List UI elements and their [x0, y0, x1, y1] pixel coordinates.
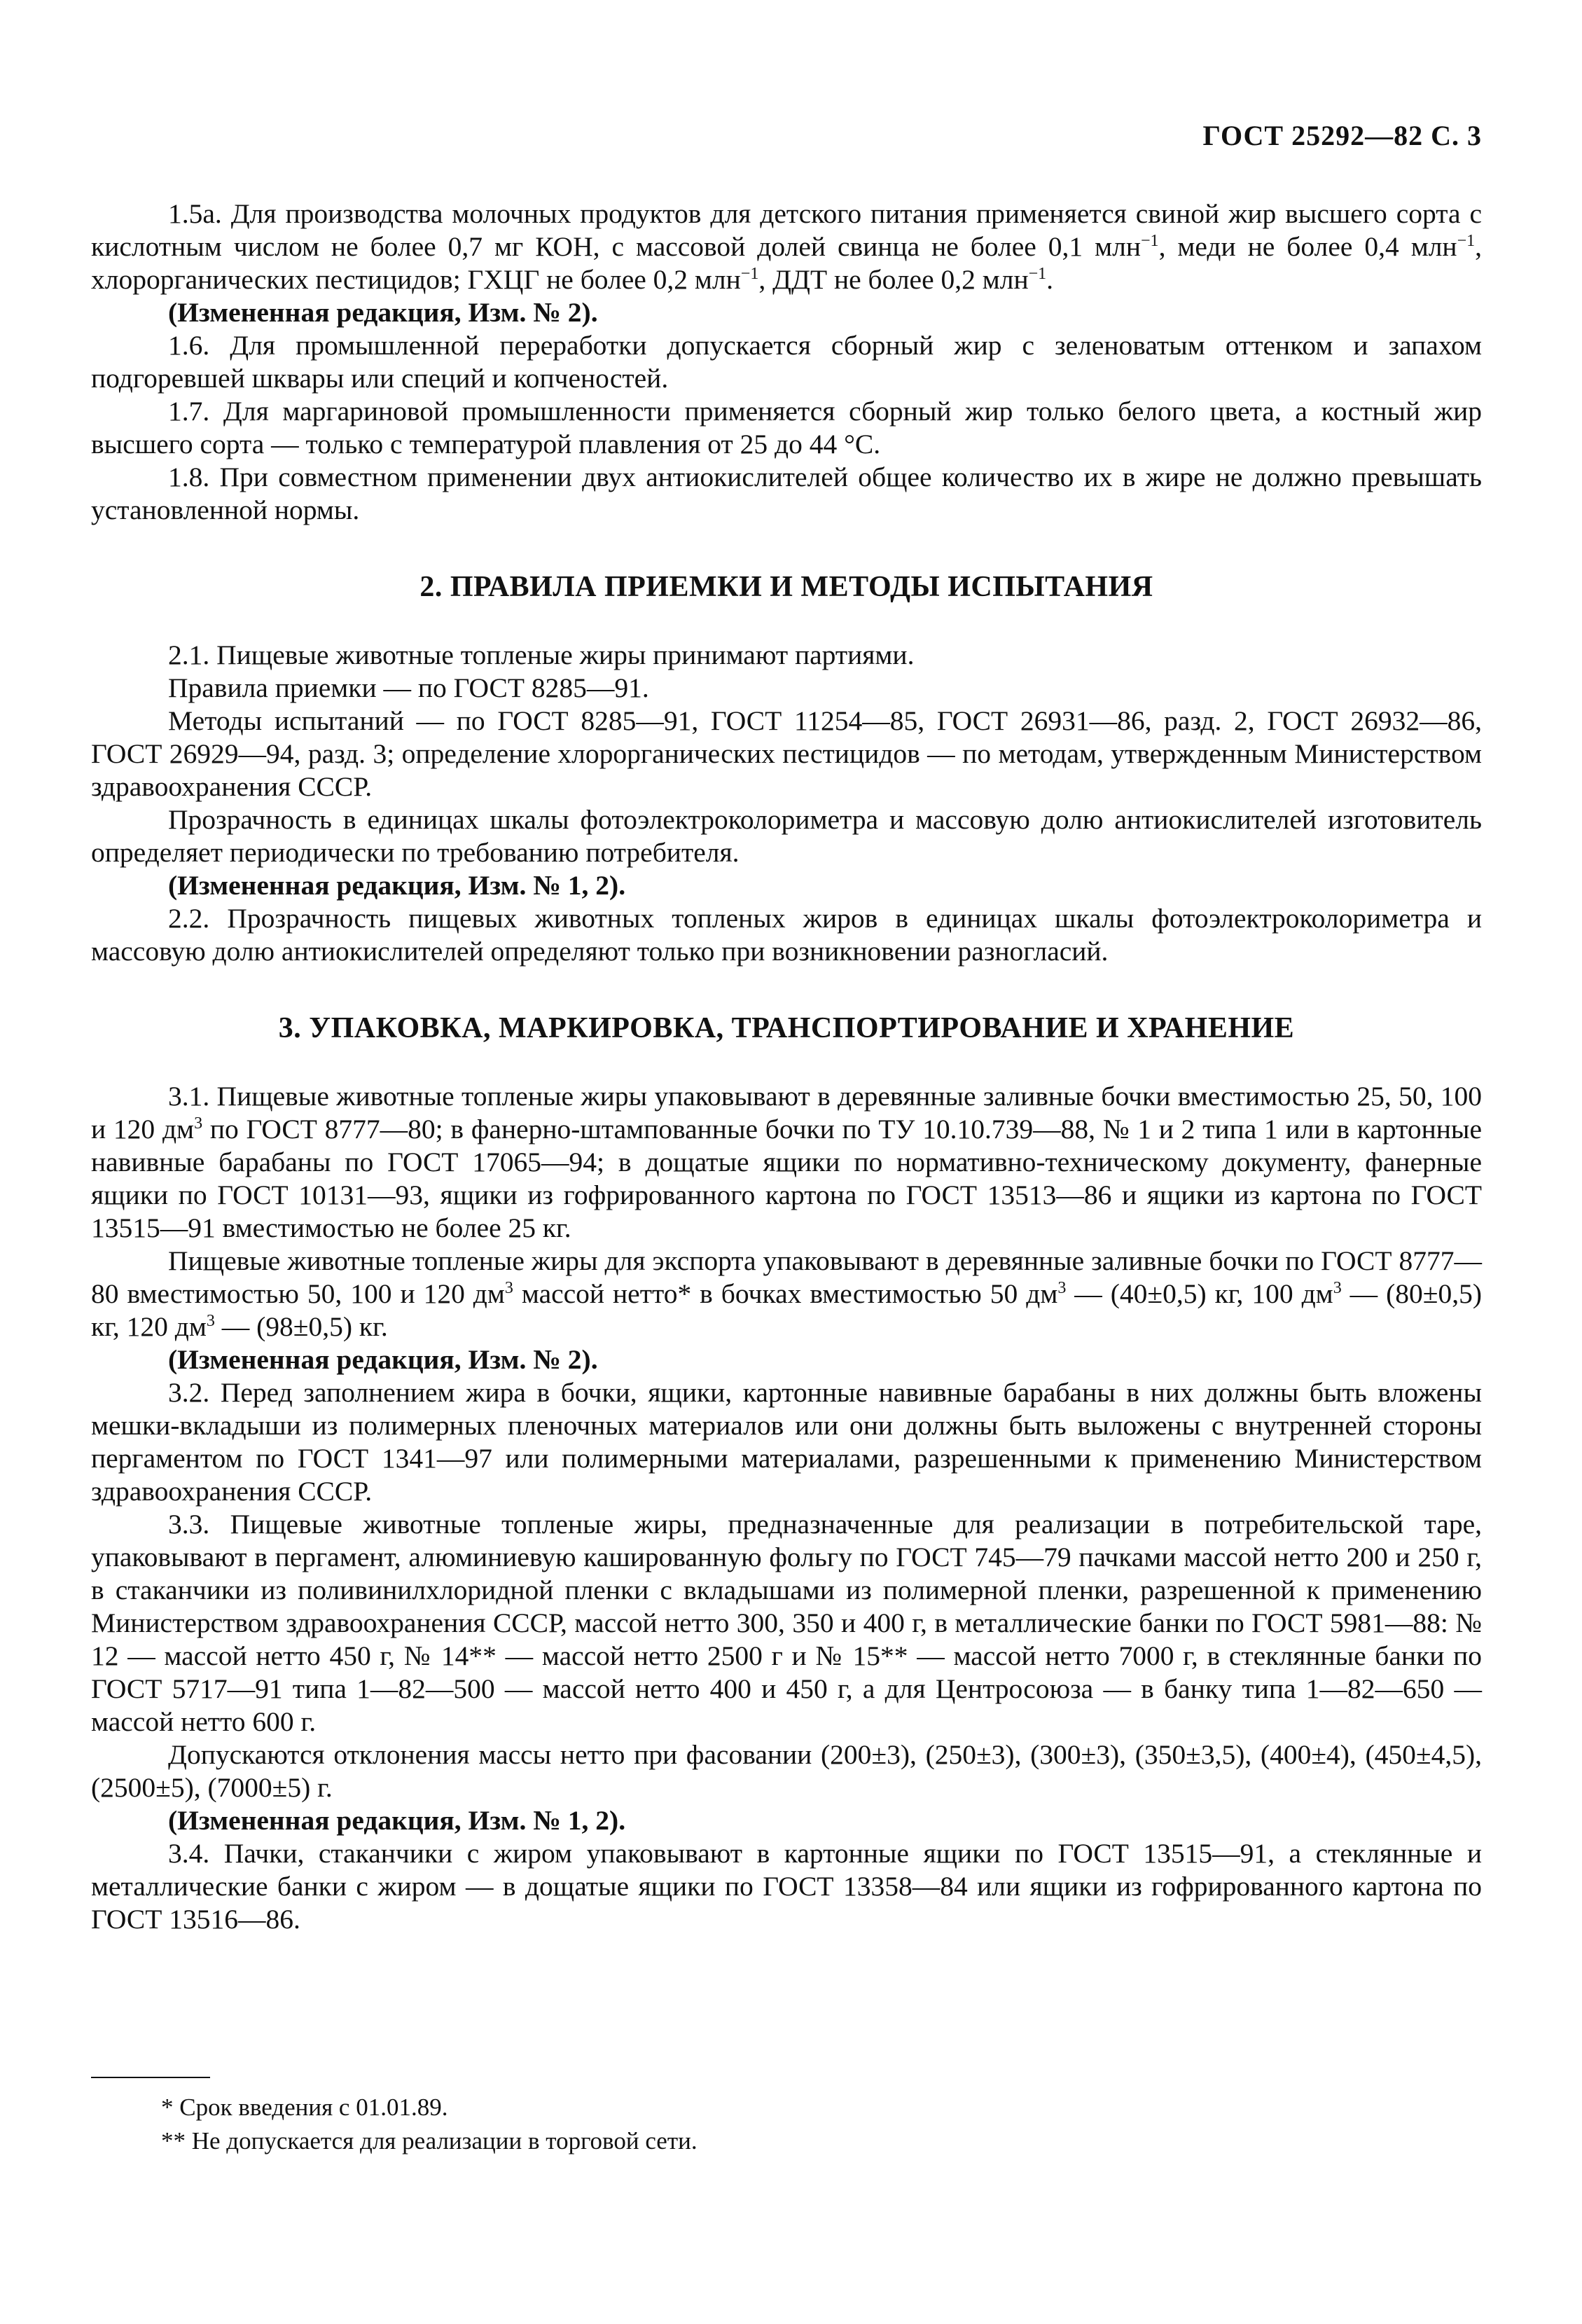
- amendment-note: (Измененная редакция, Изм. № 2).: [168, 1344, 598, 1375]
- paragraph-2-2: 2.2. Прозрачность пищевых животных топленых жиров в единицах шкалы фотоэлектроколориметра и массовую долю антиокислителей определяют только при возникновении разногласий.: [91, 903, 1482, 967]
- page-header: ГОСТ 25292—82 С. 3: [1202, 120, 1482, 151]
- paragraph-1-8: 1.8. При совместном применении двух антиокислителей общее количество их в жире не должно превышать установленной нормы.: [91, 462, 1482, 525]
- footnote-2: ** Не допускается для реализации в торговой сети.: [161, 2127, 698, 2154]
- paragraph-1-7: 1.7. Для маргариновой промышленности применяется сборный жир только белого цвета, а костный жир высшего сорта — только с температурой плавления от 25 до 44 °С.: [91, 396, 1482, 459]
- paragraph-3-1-export: Пищевые животные топленые жиры для экспорта упаковывают в деревянные заливные бочки по ГОСТ 8777—80 вместимостью 50, 100 и 120 $дм^3$ массой нетто* в бочках вместимостью 50 $дм^3$ — (40±0,5) кг, 100 $дм^3$ — (80±0,5) кг, 120 $дм^3$ — (98±0,5) кг.: [91, 1245, 1482, 1342]
- footnotes: [161, 2091, 1422, 2158]
- amendment-note: (Измененная редакция, Изм. № 2).: [168, 297, 598, 328]
- paragraph-3-3-tolerance: Допускаются отклонения массы нетто при фасовании (200±3), (250±3), (300±3), (350±3,5), (400±4), (450±4,5), (2500±5), (7000±5) г.: [91, 1739, 1482, 1803]
- footnote-1: * Срок введения с 01.01.89.: [161, 2094, 448, 2121]
- section-2-title: 2. ПРАВИЛА ПРИЕМКИ И МЕТОДЫ ИСПЫТАНИЯ: [419, 571, 1153, 603]
- paragraph-1-6: 1.6. Для промышленной переработки допускается сборный жир с зеленоватым оттенком и запахом подгоревшей шквары или специй и копчeностей.: [91, 330, 1482, 394]
- document-body: [91, 198, 1482, 1936]
- paragraph-1-5a: 1.5а. Для производства молочных продуктов для детского питания применяется свиной жир высшего сорта с кислотным числом не более 0,7 мг КОН, с массовой долей свинца не более 0,1 млн$^{-1}$, меди не более 0,4 млн$^{-1}$, хлорорганических пестицидов; ГХЦГ не более 0,2 млн$^{-1}$, ДДТ не более 0,2 млн$^{-1}$.: [91, 198, 1482, 295]
- paragraph-2-1-rules: Правила приемки — по ГОСТ 8285—91.: [168, 672, 649, 703]
- paragraph-2-1-methods: Методы испытаний — по ГОСТ 8285—91, ГОСТ 11254—85, ГОСТ 26931—86, разд. 2, ГОСТ 26932—86, ГОСТ 26929—94, разд. 3; определение хлорорганических пестицидов — по методам, утвержденным Министерством здравоохранения СССР.: [91, 705, 1482, 802]
- amendment-note: (Измененная редакция, Изм. № 1, 2).: [168, 870, 626, 901]
- section-3-title: 3. УПАКОВКА, МАРКИРОВКА, ТРАНСПОРТИРОВАНИЕ И ХРАНЕНИЕ: [278, 1012, 1295, 1044]
- paragraph-3-4: 3.4. Пачки, стаканчики с жиром упаковывают в картонные ящики по ГОСТ 13515—91, а стеклянные и металлические банки с жиром — в дощатые ящики по ГОСТ 13358—84 или ящики из гофрированного картона по ГОСТ 13516—86.: [91, 1838, 1482, 1935]
- paragraph-2-1-transparency: Прозрачность в единицах шкалы фотоэлектроколориметра и массовую долю антиокислителей изготовитель определяет периодически по требованию потребителя.: [91, 804, 1482, 868]
- paragraph-3-1: 3.1. Пищевые животные топленые жиры упаковывают в деревянные заливные бочки вместимостью 25, 50, 100 и 120 $дм^3$ по ГОСТ 8777—80; в фанерно-штампованные бочки по ТУ 10.10.739—88, № 1 и 2 типа 1 или в картонные навивные барабаны по ГОСТ 17065—94; в дощатые ящики по нормативно-техническому документу, фанерные ящики по ГОСТ 10131—93, ящики из гофрированного картона по ГОСТ 13513—86 и ящики из картона по ГОСТ 13515—91 вместимостью не более 25 кг.: [91, 1081, 1482, 1243]
- paragraph-2-1: 2.1. Пищевые животные топленые жиры принимают партиями.: [168, 639, 915, 670]
- footnote-divider: [91, 2077, 210, 2078]
- amendment-note: (Измененная редакция, Изм. № 1, 2).: [168, 1805, 626, 1836]
- paragraph-3-2: 3.2. Перед заполнением жира в бочки, ящики, картонные навивные барабаны в них должны быть вложены мешки-вкладыши из полимерных пленочных материалов или они должны быть выложены с внутренней стороны пергаментом по ГОСТ 1341—97 или полимерными материалами, разрешенными к применению Министерством здравоохранения СССР.: [91, 1377, 1482, 1507]
- paragraph-3-3: 3.3. Пищевые животные топленые жиры, предназначенные для реализации в потребительской таре, упаковывают в пергамент, алюминиевую кашированную фольгу по ГОСТ 745—79 пачками массой нетто 200 и 250 г, в стаканчики из поливинилхлоридной пленки с вкладышами из полимерной пленки, разрешенной к применению Министерством здравоохранения СССР, массой нетто 300, 350 и 400 г, в металлические банки по ГОСТ 5981—88: № 12 — массой нетто 450 г, № 14** — массой нетто 2500 г и № 15** — массой нетто 7000 г, в стеклянные банки по ГОСТ 5717—91 типа 1—82—500 — массой нетто 400 и 450 г, а для Центросоюза — в банку типа 1—82—650 — массой нетто 600 г.: [91, 1509, 1482, 1737]
